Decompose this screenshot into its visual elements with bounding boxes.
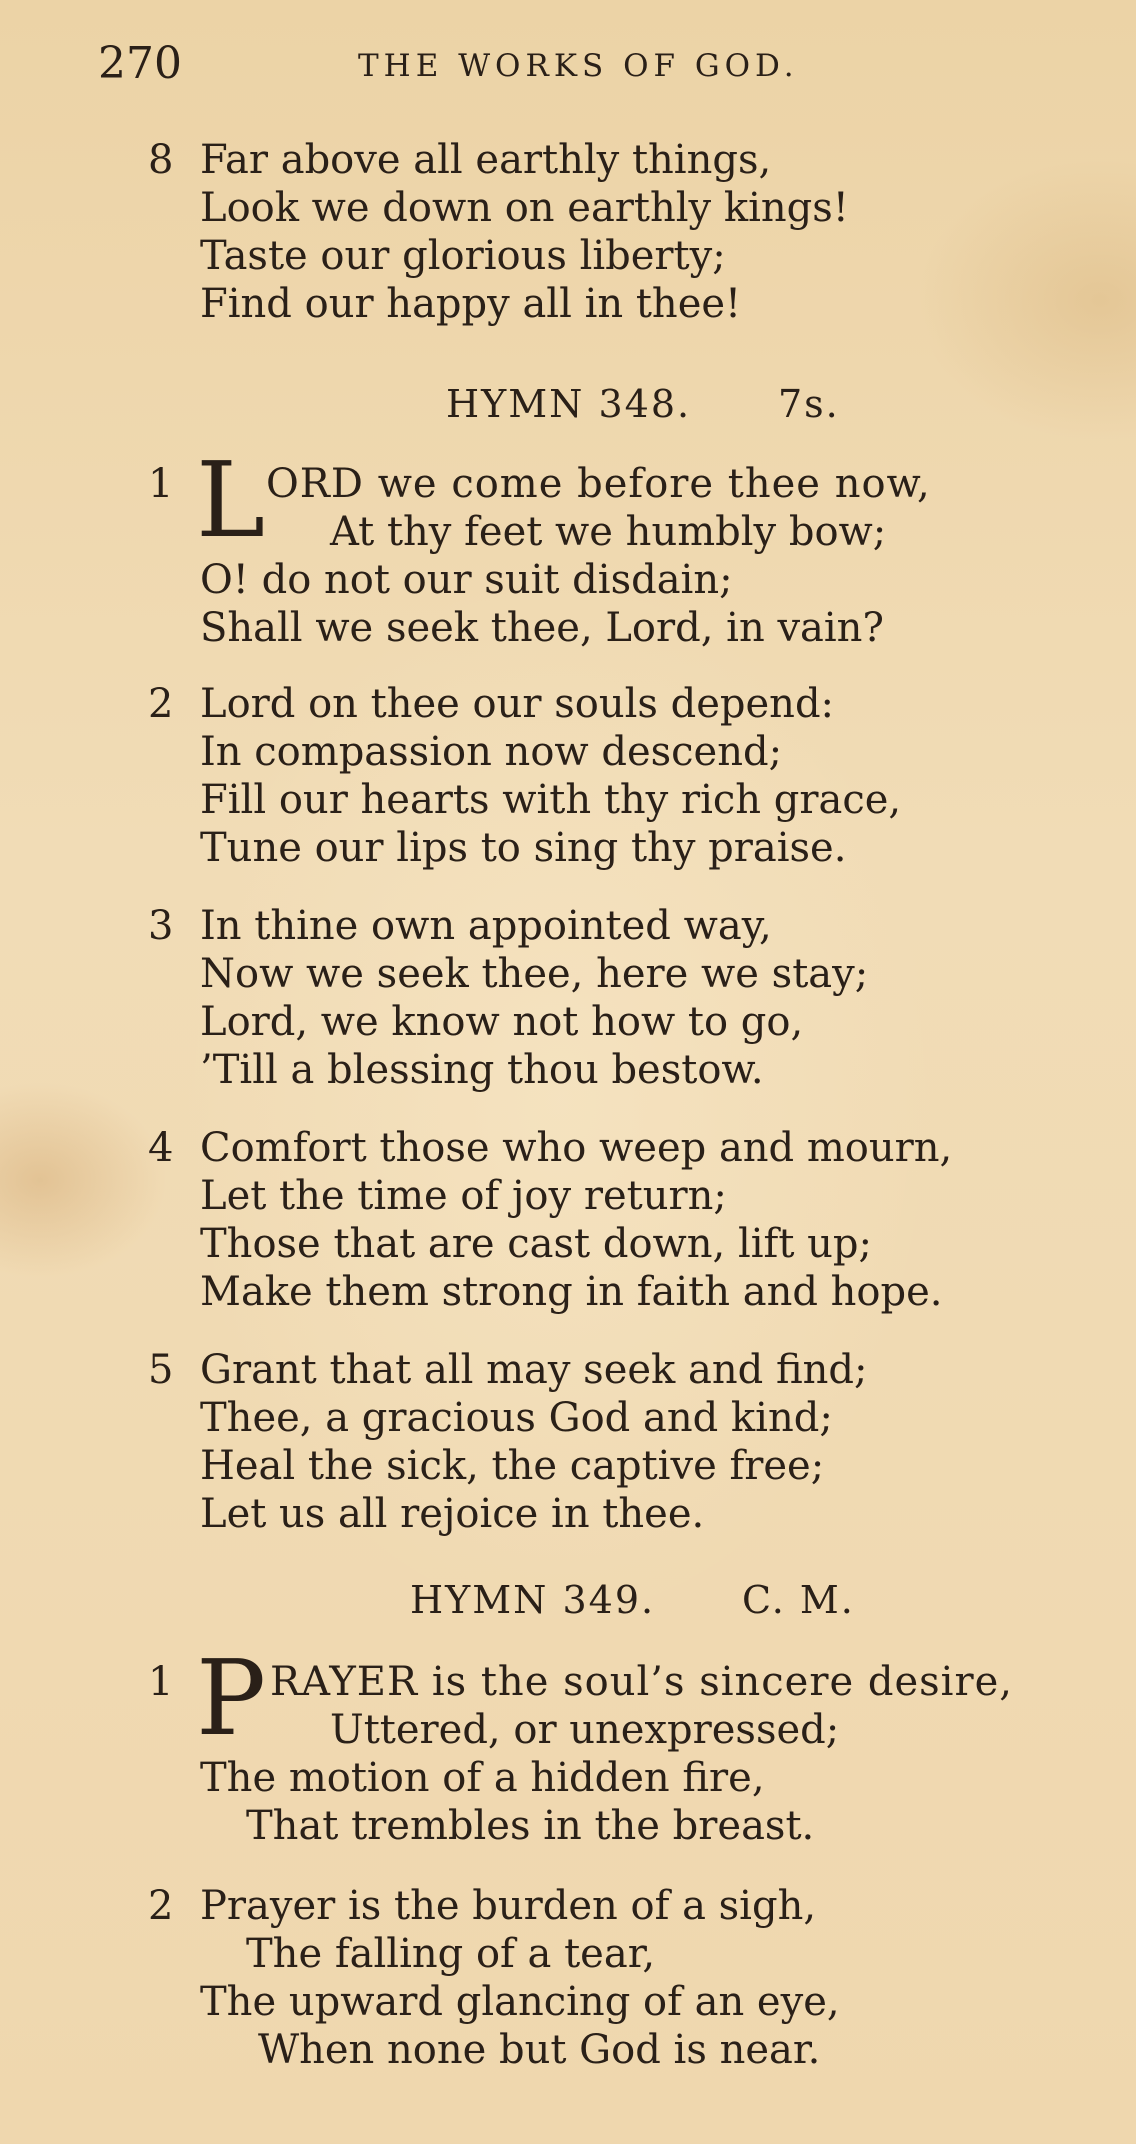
- verse-line: O! do not our suit disdain;: [200, 557, 733, 603]
- verse-line: Uttered, or unexpressed;: [330, 1707, 840, 1753]
- verse-line: Lord on thee our souls depend:: [200, 681, 835, 727]
- verse-line: Thee, a gracious God and kind;: [200, 1395, 833, 1441]
- verse-line: Make them strong in faith and hope.: [200, 1269, 943, 1315]
- verse-line: RAYER is the soul’s sincere desire,: [270, 1659, 1013, 1705]
- stanza-number: 1: [148, 1659, 174, 1705]
- verse-line: Heal the sick, the captive free;: [200, 1443, 825, 1489]
- page-number: 270: [98, 38, 182, 89]
- stanza-number: 2: [148, 681, 174, 727]
- verse-line: In thine own appointed way,: [200, 903, 772, 949]
- verse-line: Look we down on earthly kings!: [200, 185, 849, 231]
- verse-line: Shall we seek thee, Lord, in vain?: [200, 605, 884, 651]
- verse-line: ’Till a blessing thou bestow.: [200, 1047, 764, 1093]
- stanza-number: 4: [148, 1125, 174, 1171]
- verse-line: ORD we come before thee now,: [266, 461, 931, 507]
- stanza-number: 1: [148, 461, 174, 507]
- verse-line: The falling of a tear,: [246, 1931, 656, 1977]
- verse-line: Grant that all may seek and find;: [200, 1347, 868, 1393]
- verse-line: Prayer is the burden of a sigh,: [200, 1883, 817, 1929]
- verse-line: In compassion now descend;: [200, 729, 783, 775]
- hymn-title: HYMN 348.: [446, 382, 692, 426]
- hymn-meter: C. M.: [742, 1578, 855, 1622]
- hymn-meter: 7s.: [778, 382, 840, 426]
- stanza-number: 5: [148, 1347, 174, 1393]
- verse-line: When none but God is near.: [258, 2027, 821, 2073]
- verse-line: Let the time of joy return;: [200, 1173, 727, 1219]
- verse-line: The motion of a hidden fire,: [200, 1755, 765, 1801]
- verse-line: Now we seek thee, here we stay;: [200, 951, 869, 997]
- verse-line: Taste our glorious liberty;: [200, 233, 726, 279]
- verse-line: Lord, we know not how to go,: [200, 999, 804, 1045]
- stanza-number: 3: [148, 903, 174, 949]
- verse-line: Find our happy all in thee!: [200, 281, 742, 327]
- verse-line: Far above all earthly things,: [200, 137, 772, 183]
- running-title: THE WORKS OF GOD.: [358, 48, 799, 84]
- stanza-number: 8: [148, 137, 174, 183]
- verse-line: Those that are cast down, lift up;: [200, 1221, 872, 1267]
- verse-line: At thy feet we humbly bow;: [330, 509, 887, 555]
- verse-line: Let us all rejoice in thee.: [200, 1491, 705, 1537]
- hymn-title: HYMN 349.: [410, 1578, 656, 1622]
- verse-line: The upward glancing of an eye,: [200, 1979, 840, 2025]
- verse-line: That trembles in the breast.: [246, 1803, 815, 1849]
- drop-cap: P: [196, 1637, 266, 1759]
- verse-line: Fill our hearts with thy rich grace,: [200, 777, 902, 823]
- page-header: [98, 38, 878, 98]
- drop-cap: L: [196, 439, 266, 561]
- verse-line: Tune our lips to sing thy praise.: [200, 825, 847, 871]
- verse-line: Comfort those who weep and mourn,: [200, 1125, 953, 1171]
- stanza-number: 2: [148, 1883, 174, 1929]
